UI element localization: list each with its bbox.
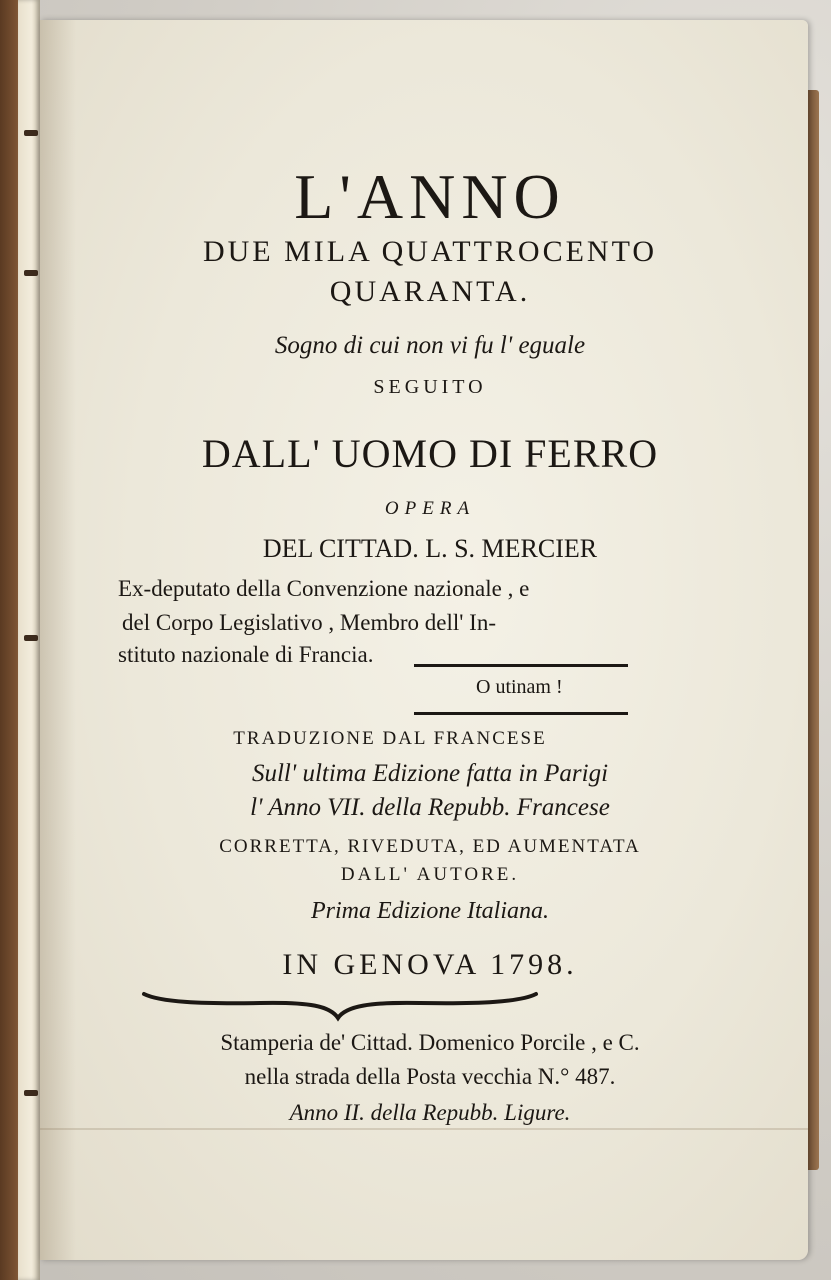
place-date: IN GENOVA 1798. (282, 948, 578, 981)
corrected-line-2: DALL' AUTORE. (340, 864, 520, 885)
subtitle-line-1: DUE MILA QUATTROCENTO (202, 235, 658, 268)
ornamental-flourish (140, 988, 540, 1028)
binding-stitch (24, 270, 38, 276)
divider-rule (414, 664, 628, 667)
motto: O utinam ! (476, 676, 563, 698)
second-title: DALL' UOMO DI FERRO (201, 431, 659, 476)
binding-stitch (24, 130, 38, 136)
printer-line-1: Stamperia de' Cittad. Domenico Porcile , e C. (220, 1030, 640, 1055)
corrected-line-1: CORRETTA, RIVEDUTA, ED AUMENTATA (219, 836, 641, 857)
seguito-label: SEGUITO (373, 376, 487, 398)
title-page (40, 20, 808, 1260)
edition-line-2: l' Anno VII. della Repubb. Francese (250, 794, 610, 821)
divider-rule (414, 712, 628, 715)
edition-line-1: Sull' ultima Edizione fatta in Parigi (251, 760, 609, 787)
author-line: DEL CITTAD. L. S. MERCIER (262, 534, 598, 563)
main-title: L'ANNO (294, 161, 566, 232)
translation-label: TRADUZIONE DAL FRANCESE (233, 728, 547, 749)
opera-label: OPERA (384, 498, 476, 519)
tagline: Sogno di cui non vi fu l' eguale (274, 332, 586, 359)
subtitle-line-2: QUARANTA. (329, 275, 531, 308)
author-description-line: del Corpo Legislativo , Membro dell' In- (122, 610, 496, 635)
binding-stitch (24, 635, 38, 641)
binding-stitch (24, 1090, 38, 1096)
first-edition: Prima Edizione Italiana. (311, 898, 549, 924)
printer-line-3: Anno II. della Repubb. Ligure. (289, 1100, 571, 1125)
page-crease (40, 1128, 808, 1130)
printer-line-2: nella strada della Posta vecchia N.° 487. (244, 1064, 616, 1089)
author-description-line: stituto nazionale di Francia. (118, 642, 374, 667)
author-description-line: Ex-deputato della Convenzione nazionale , e (118, 576, 530, 601)
